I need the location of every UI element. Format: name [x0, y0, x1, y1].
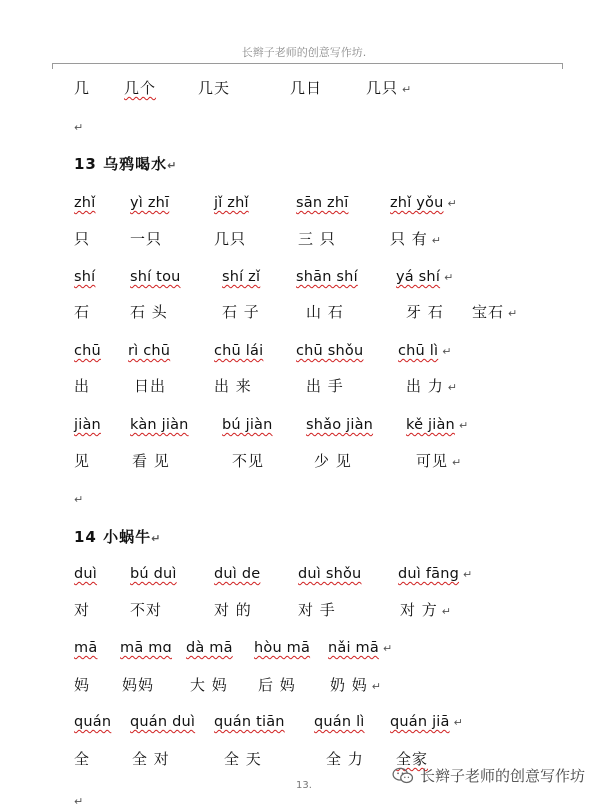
hanzi-text: 见	[74, 452, 91, 470]
hanzi-text: 出 力	[406, 377, 444, 395]
hanzi-text: 几个	[124, 79, 157, 97]
watermark-text: 长辫子老师的创意写作坊	[420, 767, 586, 785]
hanzi-text: 对 的	[214, 601, 252, 619]
pinyin-text: duì de	[214, 566, 261, 582]
hanzi-word	[214, 376, 252, 396]
pinyin-text: duì	[74, 566, 98, 582]
pinyin-text: quán lì	[314, 714, 365, 730]
pinyin-word	[186, 637, 233, 658]
header-rule	[52, 63, 562, 64]
hanzi-word	[222, 302, 260, 322]
hanzi-text: 后 妈	[258, 676, 296, 694]
paragraph-mark: ↵	[447, 381, 457, 394]
hanzi-word	[306, 302, 344, 322]
pinyin-text: chū shǒu	[296, 343, 364, 359]
paragraph-mark: ↵	[441, 605, 451, 618]
hanzi-text: 全 对	[132, 750, 170, 768]
blank-line	[74, 116, 83, 138]
pinyin-text: chū	[74, 343, 101, 359]
paragraph-mark: ↵	[447, 197, 457, 210]
pinyin-word	[214, 711, 285, 732]
pinyin-text: bú duì	[130, 566, 177, 582]
paragraph-mark: ↵	[458, 419, 469, 432]
hanzi-word	[214, 600, 252, 620]
hanzi-word	[74, 376, 90, 396]
hanzi-word	[190, 675, 228, 695]
hanzi-text: 全 力	[326, 750, 364, 768]
pinyin-word	[222, 414, 273, 435]
blank-line	[74, 488, 83, 510]
paragraph-mark: ↵	[444, 271, 454, 284]
hanzi-text: 几只	[366, 79, 399, 97]
pinyin-text: mā mɑ	[120, 640, 172, 656]
hanzi-word	[406, 376, 457, 398]
pinyin-word	[130, 711, 195, 732]
hanzi-word	[74, 749, 90, 769]
hanzi-word	[366, 78, 411, 100]
hanzi-word	[124, 78, 156, 98]
hanzi-text: 石 子	[222, 303, 260, 321]
pinyin-text: mā	[74, 640, 98, 656]
hanzi-word	[400, 600, 451, 622]
pinyin-text: rì chū	[128, 343, 171, 359]
paragraph-mark: ↵	[463, 568, 473, 581]
paragraph-mark: ↵	[402, 83, 412, 96]
hanzi-word	[330, 675, 381, 697]
pinyin-text: kàn jiàn	[130, 417, 189, 433]
pinyin-text: jǐ zhǐ	[214, 195, 249, 211]
hanzi-text: 少 见	[314, 452, 352, 470]
hanzi-text: 妈妈	[122, 676, 155, 694]
page-number: 13.	[296, 780, 312, 791]
pinyin-text: bú jiàn	[222, 417, 273, 433]
hanzi-text: 石 头	[130, 303, 168, 321]
hanzi-word	[74, 451, 90, 471]
pinyin-text: shí	[74, 269, 96, 285]
hanzi-text: 日出	[134, 377, 167, 395]
paragraph-mark: ↵	[167, 159, 178, 172]
pinyin-word	[296, 192, 348, 213]
pinyin-word	[130, 266, 181, 287]
pinyin-word	[406, 414, 468, 436]
hanzi-word	[74, 302, 90, 322]
pinyin-word	[306, 414, 373, 435]
hanzi-text: 出	[74, 377, 91, 395]
pinyin-text: shǎo jiàn	[306, 417, 374, 433]
hanzi-text: 宝石	[472, 303, 505, 321]
margin-corner-right	[562, 63, 569, 69]
pinyin-text: quán duì	[130, 714, 196, 730]
pinyin-word	[296, 266, 358, 287]
pinyin-word	[396, 266, 453, 288]
pinyin-text: nǎi mā	[328, 640, 379, 656]
hanzi-text: 几只	[214, 230, 247, 248]
hanzi-text: 全家	[396, 750, 429, 768]
hanzi-text: 对 方	[400, 601, 438, 619]
pinyin-word	[130, 192, 169, 213]
pinyin-text: zhǐ yǒu	[390, 195, 444, 211]
hanzi-word	[290, 78, 322, 98]
pinyin-text: quán jiā	[390, 714, 450, 730]
pinyin-text: shí tou	[130, 269, 181, 285]
pinyin-word	[214, 192, 249, 213]
hanzi-word	[232, 451, 264, 471]
pinyin-word	[74, 563, 97, 584]
hanzi-text: 可见	[416, 452, 449, 470]
paragraph-mark: ↵	[74, 121, 84, 134]
pinyin-text: duì shǒu	[298, 566, 362, 582]
hanzi-word	[406, 302, 444, 322]
hanzi-word	[416, 451, 461, 473]
margin-corner-left	[46, 63, 53, 69]
pinyin-word	[298, 563, 361, 584]
pinyin-word	[130, 563, 177, 584]
hanzi-word	[74, 229, 90, 249]
hanzi-text: 牙 石	[406, 303, 444, 321]
pinyin-text: jiàn	[74, 417, 101, 433]
hanzi-text: 几日	[290, 79, 323, 97]
lesson-heading	[74, 526, 161, 547]
pinyin-word	[120, 637, 172, 658]
pinyin-word	[74, 340, 101, 361]
pinyin-text: chū lì	[398, 343, 439, 359]
pinyin-word	[74, 711, 111, 732]
pinyin-word	[328, 637, 392, 659]
pinyin-text: duì fāng	[398, 566, 460, 582]
hanzi-text: 几天	[198, 79, 231, 97]
hanzi-word	[134, 376, 166, 396]
hanzi-text: 对 手	[298, 601, 336, 619]
page-header: 长辫子老师的创意写作坊.	[241, 46, 367, 59]
pinyin-word	[128, 340, 170, 361]
pinyin-word	[74, 414, 101, 435]
hanzi-word	[306, 376, 344, 396]
hanzi-text: 几	[74, 79, 91, 97]
pinyin-word	[398, 563, 472, 585]
hanzi-word	[326, 749, 364, 769]
pinyin-text: quán	[74, 714, 112, 730]
hanzi-text: 三 只	[298, 230, 336, 248]
hanzi-word	[224, 749, 262, 769]
hanzi-text: 山 石	[306, 303, 344, 321]
hanzi-word	[122, 675, 154, 695]
hanzi-word	[298, 600, 336, 620]
watermark	[392, 765, 585, 786]
hanzi-text: 不对	[130, 601, 163, 619]
paragraph-mark: ↵	[382, 642, 393, 655]
hanzi-text: 出 手	[306, 377, 344, 395]
wechat-icon	[392, 767, 414, 785]
pinyin-text: kě jiàn	[406, 417, 455, 433]
hanzi-text: 石	[74, 303, 91, 321]
pinyin-word	[222, 266, 260, 287]
paragraph-mark: ↵	[508, 307, 518, 320]
pinyin-word	[390, 711, 463, 733]
hanzi-word	[74, 600, 90, 620]
pinyin-text: dà mā	[186, 640, 233, 656]
pinyin-word	[214, 563, 260, 584]
hanzi-text: 奶 妈	[330, 676, 368, 694]
hanzi-text: 不见	[232, 452, 265, 470]
pinyin-text: shí zǐ	[222, 269, 261, 285]
hanzi-text: 全	[74, 750, 91, 768]
lesson-heading-text: 14 小蜗牛	[74, 528, 152, 546]
pinyin-word	[390, 192, 457, 214]
hanzi-text: 看 见	[132, 452, 170, 470]
pinyin-word	[314, 711, 365, 732]
lesson-heading-text: 13 乌鸦喝水	[74, 155, 168, 173]
pinyin-word	[74, 637, 97, 658]
lesson-heading	[74, 153, 177, 174]
hanzi-word	[314, 451, 352, 471]
hanzi-word	[214, 229, 246, 249]
pinyin-word	[398, 340, 451, 362]
pinyin-word	[296, 340, 363, 361]
blank-line	[74, 790, 83, 812]
hanzi-word	[198, 78, 230, 98]
hanzi-word	[258, 675, 296, 695]
pinyin-word	[130, 414, 189, 435]
hanzi-text: 出 来	[214, 377, 252, 395]
hanzi-text: 大 妈	[190, 676, 228, 694]
hanzi-word	[472, 302, 517, 324]
pinyin-word	[214, 340, 263, 361]
hanzi-word	[74, 675, 90, 695]
hanzi-word	[298, 229, 336, 249]
hanzi-word	[130, 229, 162, 249]
pinyin-text: yá shí	[396, 269, 441, 285]
paragraph-mark: ↵	[431, 234, 441, 247]
pinyin-word	[254, 637, 310, 658]
paragraph-mark: ↵	[442, 345, 452, 358]
hanzi-word	[130, 302, 168, 322]
hanzi-text: 一只	[130, 230, 163, 248]
hanzi-text: 对	[74, 601, 91, 619]
paragraph-mark: ↵	[74, 795, 84, 808]
paragraph-mark: ↵	[453, 716, 463, 729]
hanzi-text: 全 天	[224, 750, 262, 768]
pinyin-text: sān zhī	[296, 195, 349, 211]
hanzi-word	[390, 229, 441, 251]
hanzi-word	[130, 600, 162, 620]
paragraph-mark: ↵	[452, 456, 462, 469]
pinyin-word	[74, 266, 95, 287]
pinyin-text: shān shí	[296, 269, 358, 285]
pinyin-text: hòu mā	[254, 640, 311, 656]
hanzi-text: 只 有	[390, 230, 428, 248]
hanzi-text: 只	[74, 230, 91, 248]
paragraph-mark: ↵	[151, 532, 162, 545]
pinyin-text: yì zhī	[130, 195, 170, 211]
hanzi-word	[74, 78, 90, 98]
pinyin-text: quán tiān	[214, 714, 285, 730]
pinyin-text: chū lái	[214, 343, 264, 359]
hanzi-word	[132, 749, 170, 769]
pinyin-word	[74, 192, 95, 213]
hanzi-text: 妈	[74, 676, 91, 694]
paragraph-mark: ↵	[74, 493, 84, 506]
pinyin-text: zhǐ	[74, 195, 96, 211]
hanzi-word	[132, 451, 170, 471]
paragraph-mark: ↵	[371, 680, 381, 693]
